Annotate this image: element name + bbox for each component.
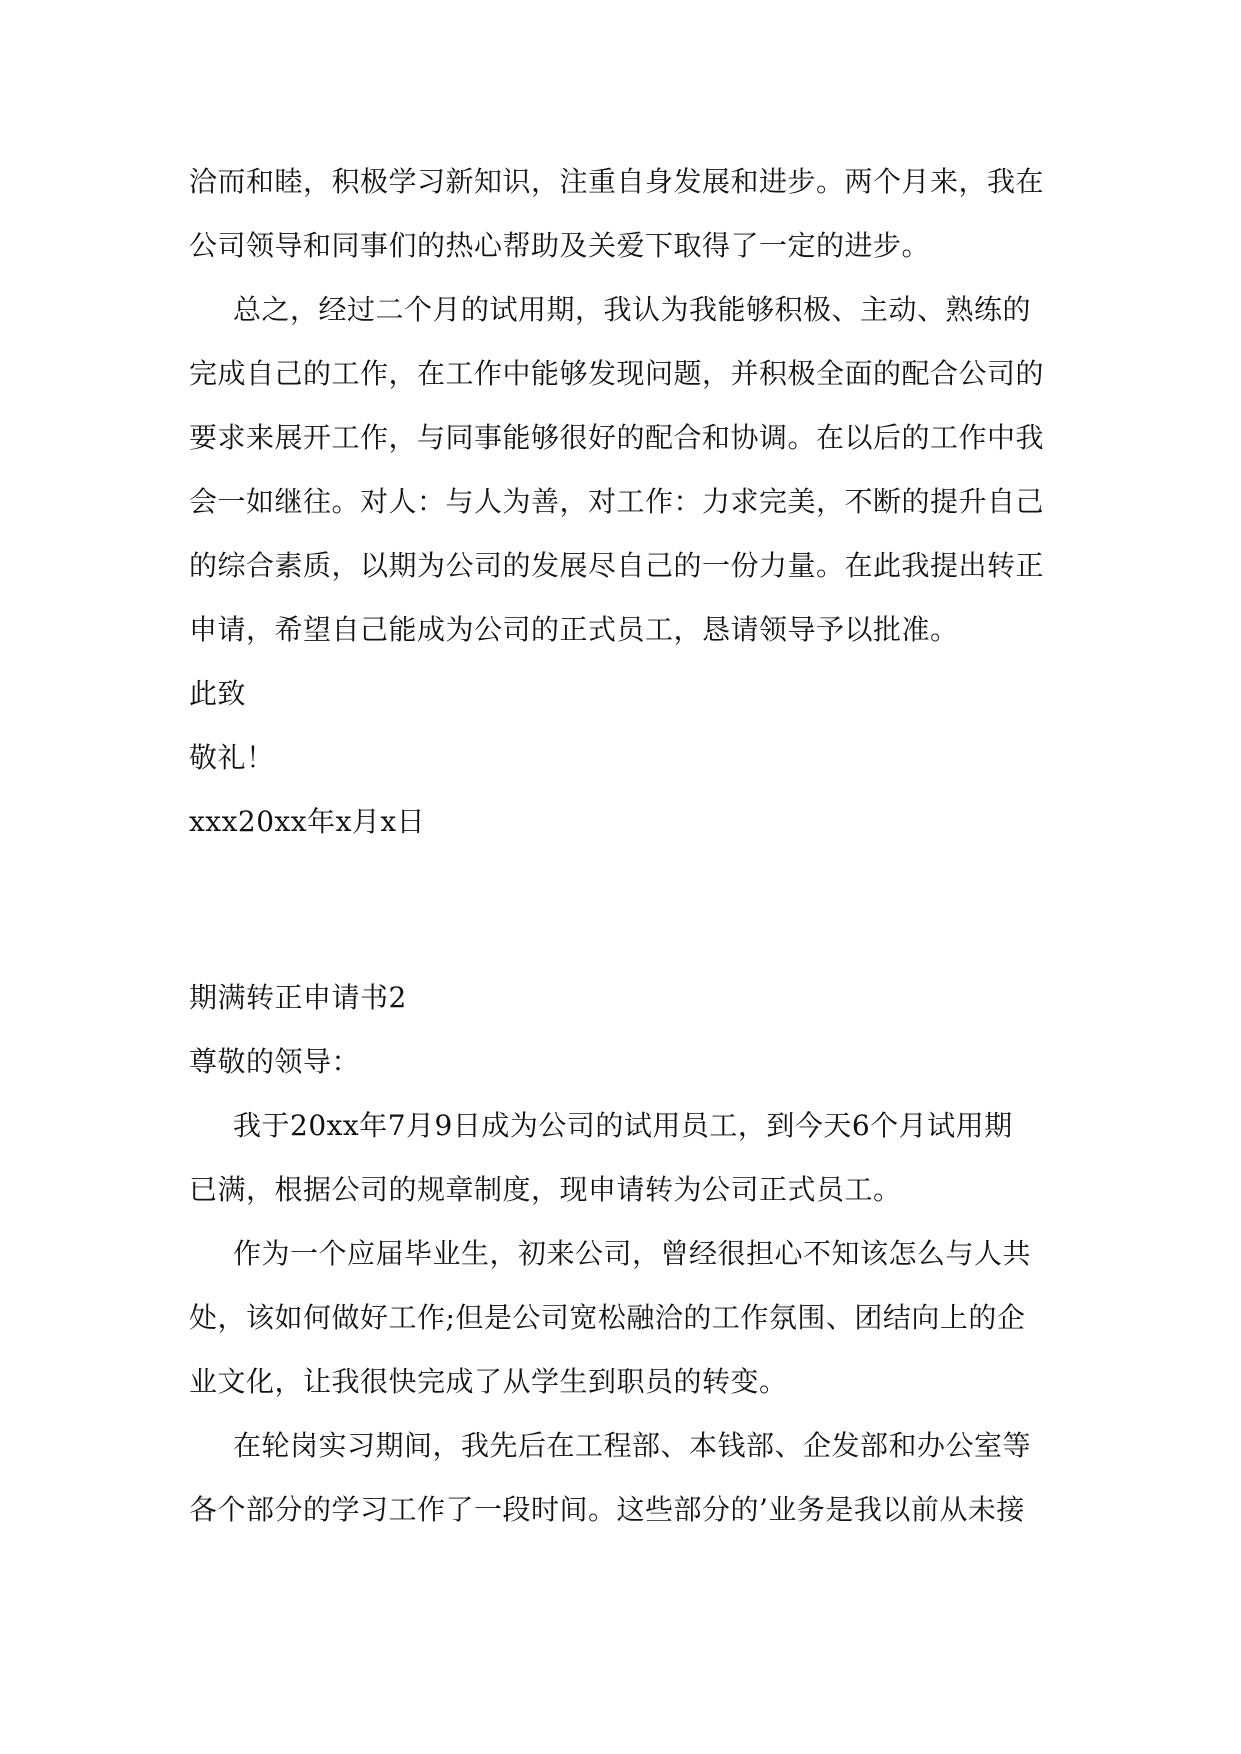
body-text-line: 处，该如何做好工作;但是公司宽松融洽的工作氛围、团结向上的企 bbox=[189, 1301, 1026, 1334]
body-text-line: 我于20xx年7月9日成为公司的试用员工，到今天6个月试用期 bbox=[233, 1109, 1013, 1142]
section-title: 期满转正申请书2 bbox=[189, 981, 407, 1014]
letter-salute: 敬礼！ bbox=[189, 741, 275, 774]
body-text-line: 洽而和睦，积极学习新知识，注重自身发展和进步。两个月来，我在 bbox=[189, 165, 1045, 198]
section-spacer bbox=[189, 862, 1067, 974]
body-text-line: 各个部分的学习工作了一段时间。这些部分的’业务是我以前从未接 bbox=[189, 1493, 1025, 1526]
body-text-line: 作为一个应届毕业生，初来公司，曾经很担心不知该怎么与人共 bbox=[233, 1237, 1032, 1270]
letter-greeting: 尊敬的领导： bbox=[189, 1045, 361, 1078]
body-text-line: 在轮岗实习期间，我先后在工程部、本钱部、企发部和办公室等 bbox=[233, 1429, 1032, 1462]
document-body bbox=[189, 158, 1067, 1550]
body-text-line: 会一如继往。对人：与人为善，对工作：力求完美，不断的提升自己 bbox=[189, 485, 1045, 518]
body-text-line: 要求来展开工作，与同事能够很好的配合和协调。在以后的工作中我 bbox=[189, 421, 1045, 454]
body-text-line: 申请，希望自己能成为公司的正式员工，恳请领导予以批准。 bbox=[189, 613, 959, 646]
body-text-line: 已满，根据公司的规章制度，现申请转为公司正式员工。 bbox=[189, 1173, 902, 1206]
signature-date: xxx20xx年x月x日 bbox=[189, 805, 426, 838]
letter-closing: 此致 bbox=[189, 677, 247, 710]
body-text-line: 完成自己的工作，在工作中能够发现问题，并积极全面的配合公司的 bbox=[189, 357, 1045, 390]
body-text-line: 的综合素质，以期为公司的发展尽自己的一份力量。在此我提出转正 bbox=[189, 549, 1045, 582]
body-text-line: 公司领导和同事们的热心帮助及关爱下取得了一定的进步。 bbox=[189, 229, 931, 262]
body-text-line: 总之，经过二个月的试用期，我认为我能够积极、主动、熟练的 bbox=[233, 293, 1032, 326]
body-text-line: 业文化，让我很快完成了从学生到职员的转变。 bbox=[189, 1365, 788, 1398]
